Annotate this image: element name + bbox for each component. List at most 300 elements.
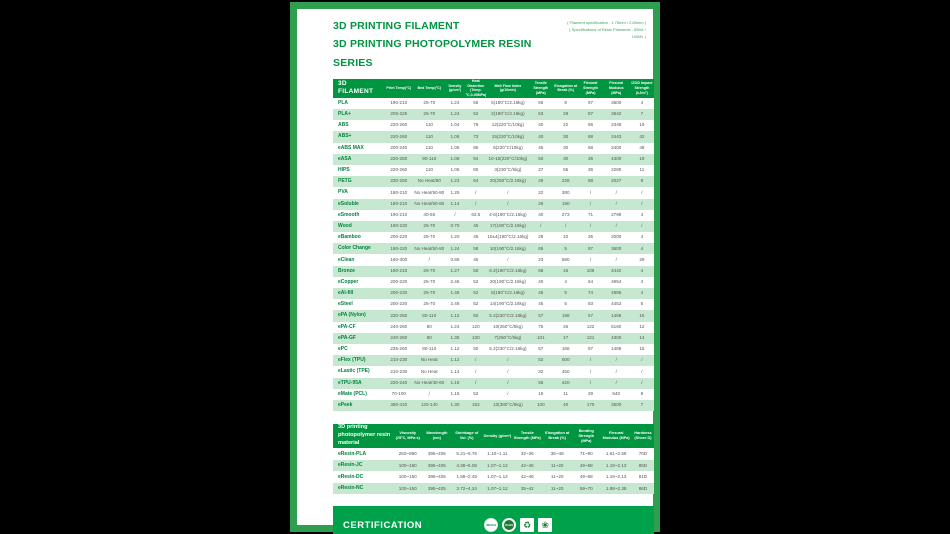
value-cell: 1.10~1.11 <box>487 451 508 457</box>
value-cell: 30 <box>563 144 569 150</box>
value-cell: 152 <box>471 402 480 408</box>
title-resin-series: 3D PRINTING PHOTOPOLYMER RESIN SERIES <box>333 38 532 69</box>
material-name-cell: HIPS <box>338 167 350 174</box>
value-cell: 7 <box>640 402 644 408</box>
value-cell: 5.21~5.76 <box>456 451 477 457</box>
value-cell: 5 <box>564 290 567 296</box>
value-cell: 2.46 <box>450 279 460 285</box>
value-cell: 8(190°C/2.16kg) <box>491 290 525 296</box>
value-cell: 110 <box>425 167 433 173</box>
value-cell: 45 <box>538 301 544 307</box>
value-cell: 2.46 <box>450 301 460 307</box>
value-cell: 180-210 <box>390 200 408 206</box>
value-cell: 190-210 <box>390 211 408 217</box>
material-name-cell: ePeek <box>338 401 353 408</box>
value-cell: 71 <box>587 211 594 217</box>
value-cell: / <box>589 357 592 363</box>
value-cell: 190-210 <box>390 267 408 273</box>
value-cell: 20(190°C/2.16kg) <box>489 279 526 285</box>
value-cell: 0.70 <box>450 223 460 229</box>
filament-table-header-row <box>333 79 654 98</box>
material-name-cell: Bronze <box>338 267 355 274</box>
value-cell: 5160 <box>611 323 622 329</box>
value-cell: 1.23 <box>450 178 460 184</box>
value-cell: 2280 <box>611 167 622 173</box>
material-name-cell: eSoluble <box>338 200 359 207</box>
rohs-badge-icon: RoHS <box>502 518 516 532</box>
value-cell: 7 <box>640 111 644 117</box>
value-cell: 64 <box>587 279 594 285</box>
value-cell: 12(220°C/10kg) <box>491 122 525 128</box>
column-header: Tensile Strength (MPa) <box>513 431 541 441</box>
value-cell: 395~405 <box>427 462 446 468</box>
value-cell: 2348 <box>611 122 622 128</box>
value-cell: / <box>641 189 643 195</box>
value-cell: 240-260 <box>390 335 408 341</box>
value-cell: 420 <box>561 379 570 385</box>
value-cell: 29 <box>563 111 569 117</box>
value-cell: No Heat/50-80 <box>414 189 445 195</box>
filament-table-title: 3D FILAMENT <box>338 80 374 96</box>
value-cell: 35 <box>587 234 594 240</box>
value-cell: / <box>507 357 509 363</box>
table-row <box>333 210 654 221</box>
value-cell: / <box>641 357 643 363</box>
material-name-cell: eMate (PCL) <box>338 390 367 397</box>
value-cell: 19 <box>639 156 645 162</box>
column-header: Bed Temp(°C) <box>417 86 442 91</box>
value-cell: / <box>615 368 617 374</box>
value-cell: 11~20 <box>550 474 564 480</box>
value-cell: 65 <box>538 245 544 251</box>
value-cell: / <box>615 357 617 363</box>
value-cell: 0.86 <box>450 256 460 262</box>
value-cell: 10(190°C/2.16kg) <box>489 245 526 251</box>
value-cell: 80 <box>473 167 479 173</box>
material-name-cell: eResin-NC <box>338 485 364 492</box>
value-cell: 25-70 <box>423 267 436 273</box>
value-cell: 83 <box>587 301 594 307</box>
value-cell: 63.5 <box>471 211 481 217</box>
value-cell: 45 <box>538 290 544 296</box>
value-cell: 15 <box>639 346 645 352</box>
value-cell: 50 <box>473 267 479 273</box>
value-cell: 1.35 <box>450 335 460 341</box>
table-row <box>333 199 654 210</box>
value-cell: / <box>428 256 430 262</box>
reach-badge-icon: REACH <box>484 518 498 532</box>
value-cell: 30 <box>563 133 569 139</box>
material-name-cell: ePC <box>338 346 348 353</box>
value-cell: 25-70 <box>423 279 436 285</box>
table-row <box>333 310 654 321</box>
value-cell: 200-220 <box>390 290 408 296</box>
value-cell: 52 <box>473 279 479 285</box>
value-cell: 11 <box>639 167 645 173</box>
material-name-cell: eCopper <box>338 278 359 285</box>
material-name-cell: ePA (Nylon) <box>338 312 366 319</box>
value-cell: 450 <box>561 368 570 374</box>
value-cell: / <box>615 379 617 385</box>
value-cell: 50 <box>473 346 479 352</box>
value-cell: 3500 <box>611 402 622 408</box>
value-cell: No Heat/50-80 <box>414 245 445 251</box>
value-cell: 97 <box>587 245 594 251</box>
value-cell: 64 <box>473 178 479 184</box>
value-cell: 10±4(190°C/2.16kg) <box>487 234 529 240</box>
table-row <box>333 400 654 411</box>
value-cell: 1.12 <box>450 346 460 352</box>
value-cell: 56 <box>473 100 479 106</box>
value-cell: 73 <box>473 133 479 139</box>
material-name-cell: eAl-fill <box>338 290 354 297</box>
table-row <box>333 165 654 176</box>
material-name-cell: Wood <box>338 222 352 229</box>
value-cell: 87 <box>587 111 594 117</box>
value-cell: 66 <box>587 122 594 128</box>
value-cell: 40 <box>538 133 544 139</box>
value-cell: 4985 <box>611 290 622 296</box>
material-name-cell: eResin-JC <box>338 462 363 469</box>
value-cell: 27 <box>538 167 544 173</box>
value-cell: 5.2(230°C/2.16kg) <box>489 312 527 318</box>
material-name-cell: eSteel <box>338 301 353 308</box>
value-cell: / <box>615 256 617 262</box>
material-name-cell: ABS <box>338 122 349 129</box>
column-header: Viscosity (25°C, MPa·s) <box>395 431 420 441</box>
spec-note-filament: ( Filament specification : 1.75mm / 2.85mm ) <box>567 20 646 25</box>
value-cell: / <box>589 379 592 385</box>
material-name-cell: eResin-PLA <box>338 450 367 457</box>
value-cell: 6(220°C/10kg) <box>493 144 523 150</box>
value-cell: 40-55 <box>423 211 436 217</box>
value-cell: 45 <box>538 144 544 150</box>
value-cell: 1.25 <box>450 189 460 195</box>
value-cell: 4954 <box>611 279 622 285</box>
value-cell: 500 <box>561 357 570 363</box>
material-name-cell: PETG <box>338 178 352 185</box>
value-cell: 230-250 <box>390 178 408 184</box>
recycle-seal-icon <box>520 518 534 532</box>
value-cell: 1486 <box>611 346 622 352</box>
value-cell: 57 <box>538 346 544 352</box>
value-cell: 121 <box>586 335 595 341</box>
value-cell: 1.12 <box>450 312 460 318</box>
table-row <box>333 266 654 277</box>
certification-bar <box>333 506 654 534</box>
table-row <box>333 243 654 254</box>
value-cell: 1.88~2.38 <box>605 485 627 491</box>
table-row <box>333 471 654 483</box>
value-cell: 94 <box>473 156 479 162</box>
value-cell: 49~58 <box>579 462 593 468</box>
value-cell: 7(250°C/5kg) <box>494 335 522 341</box>
value-cell: 80 <box>426 323 432 329</box>
value-cell: 55 <box>563 167 569 173</box>
value-cell: 12 <box>639 323 645 329</box>
table-row <box>333 143 654 154</box>
value-cell: 10-15(220°C/10kg) <box>488 156 528 162</box>
value-cell: 168 <box>561 346 570 352</box>
value-cell: 74 <box>587 290 594 296</box>
value-cell: 220-240 <box>390 379 408 385</box>
value-cell: 4 <box>640 211 644 217</box>
value-cell: 1.27 <box>450 267 460 273</box>
material-name-cell: eResin-DC <box>338 473 364 480</box>
value-cell: / <box>507 379 509 385</box>
value-cell: / <box>507 368 509 374</box>
value-cell: 1.05 <box>450 144 460 150</box>
value-cell: / <box>589 189 592 195</box>
column-header: Print Temp(°C) <box>386 86 412 91</box>
value-cell: 80-110 <box>422 312 437 318</box>
material-name-cell: ePA-GF <box>338 334 356 341</box>
value-cell: 11 <box>563 390 569 396</box>
value-cell: 1.08 <box>450 156 460 162</box>
value-cell: 540 <box>612 390 621 396</box>
value-cell: 100~150 <box>398 474 417 480</box>
value-cell: 1.20 <box>450 234 460 240</box>
value-cell: 19 <box>639 122 645 128</box>
value-cell: 32~36 <box>520 451 534 457</box>
value-cell: 14(190°C/2.16kg) <box>489 301 526 307</box>
value-cell: / <box>641 200 643 206</box>
value-cell: 4 <box>564 279 567 285</box>
value-cell: / <box>641 368 643 374</box>
value-cell: 36 <box>587 156 594 162</box>
table-row <box>333 333 654 344</box>
value-cell: 32 <box>538 368 544 374</box>
value-cell: 52 <box>538 357 544 363</box>
value-cell: 11~20 <box>550 462 564 468</box>
table-row <box>333 109 654 120</box>
value-cell: / <box>475 379 477 385</box>
value-cell: 210-230 <box>390 368 408 374</box>
material-name-cell: eLastic (TPE) <box>338 368 370 375</box>
value-cell: 220-260 <box>390 133 408 139</box>
column-header: Elongation at Break (%) <box>545 431 570 441</box>
value-cell: 4300 <box>611 335 622 341</box>
table-row <box>333 366 654 377</box>
value-cell: 4 <box>640 100 644 106</box>
value-cell: / <box>615 189 617 195</box>
material-name-cell: eFlex (TPU) <box>338 357 366 364</box>
spec-note-resin: ( Specifications of Resin Filaments : 50ML / 100ML ) <box>569 26 646 39</box>
value-cell: 3.72~4.24 <box>456 485 477 491</box>
column-header: Density (g/cm³) <box>483 433 512 438</box>
material-name-cell: eABS MAX <box>338 144 364 151</box>
value-cell: 4 <box>640 234 644 240</box>
value-cell: No Heat <box>420 357 438 363</box>
value-cell: 2799 <box>611 211 622 217</box>
value-cell: 190-220 <box>390 223 408 229</box>
value-cell: 52 <box>473 290 479 296</box>
material-name-cell: ABS+ <box>338 133 352 140</box>
value-cell: 1.12 <box>450 357 460 363</box>
value-cell: 190-210 <box>390 100 408 106</box>
value-cell: 230-260 <box>390 312 408 318</box>
value-cell: 110 <box>425 122 433 128</box>
value-cell: 273 <box>561 211 570 217</box>
value-cell: 1.46 <box>450 290 460 296</box>
value-cell: 42~46 <box>520 474 534 480</box>
value-cell: 2000 <box>611 234 622 240</box>
value-cell: 57 <box>587 346 594 352</box>
value-cell: 1.14 <box>450 368 460 374</box>
value-cell: 58 <box>473 245 479 251</box>
value-cell: 1.24 <box>450 100 460 106</box>
value-cell: 85D <box>638 462 648 468</box>
value-cell: 80-110 <box>422 346 437 352</box>
value-cell: 25-70 <box>423 301 436 307</box>
value-cell: 220-260 <box>390 167 408 173</box>
value-cell: 17(190°C/2.16kg) <box>489 223 526 229</box>
value-cell: 42~46 <box>520 462 534 468</box>
value-cell: 110 <box>425 144 433 150</box>
value-cell: 2400 <box>611 144 622 150</box>
value-cell: / <box>589 223 592 229</box>
value-cell: 220-260 <box>390 122 408 128</box>
table-row <box>333 389 654 400</box>
table-row <box>333 355 654 366</box>
material-name-cell: PLA <box>338 99 348 106</box>
value-cell: 1.24 <box>450 323 460 329</box>
value-cell: 22 <box>538 189 544 195</box>
value-cell: 200-220 <box>390 279 408 285</box>
value-cell: 45 <box>473 234 479 240</box>
value-cell: 65 <box>538 100 544 106</box>
table-row <box>333 254 654 265</box>
value-cell: / <box>615 200 617 206</box>
value-cell: 190-220 <box>390 245 408 251</box>
value-cell: 55 <box>538 379 544 385</box>
column-header: Elongation at Break (%) <box>554 83 578 93</box>
value-cell: 100~150 <box>398 485 417 491</box>
value-cell: 22 <box>563 122 569 128</box>
value-cell: 17 <box>563 335 569 341</box>
material-name-cell: eTPU-95A <box>338 379 362 386</box>
value-cell: 1.61~2.58 <box>605 451 627 457</box>
value-cell: 4452 <box>611 301 622 307</box>
value-cell: 40 <box>538 211 544 217</box>
value-cell: 130 <box>471 335 480 341</box>
value-cell: 45 <box>473 256 479 262</box>
value-cell: / <box>428 390 430 396</box>
value-cell: / <box>641 379 643 385</box>
value-cell: 1.24 <box>450 245 460 251</box>
column-header: Wavelength (nm) <box>426 431 448 441</box>
value-cell: 36 <box>587 167 594 173</box>
value-cell: 235-260 <box>390 346 408 352</box>
value-cell: 5 <box>564 301 567 307</box>
value-cell: 2443 <box>611 133 622 139</box>
value-cell: 380-410 <box>390 402 408 408</box>
value-cell: 1.15 <box>450 379 460 385</box>
value-cell: 205-225 <box>390 111 408 117</box>
value-cell: 1.04 <box>450 122 460 128</box>
table-row <box>333 120 654 131</box>
value-cell: 580 <box>561 256 570 262</box>
value-cell: 2(190°C/2.16kg) <box>491 111 525 117</box>
material-name-cell: Color Change <box>338 245 371 252</box>
value-cell: 49~58 <box>579 474 593 480</box>
value-cell: 26 <box>538 200 544 206</box>
value-cell: 122 <box>586 323 595 329</box>
value-cell: 101 <box>536 335 545 341</box>
column-header: Heat Distortion (Temp.°C,0.45MPa) <box>465 79 487 98</box>
value-cell: 50 <box>538 156 544 162</box>
value-cell: / <box>589 368 592 374</box>
filament-table <box>333 79 654 411</box>
value-cell: 68 <box>587 133 594 139</box>
column-header: Tensile Strength (MPa) <box>533 81 549 95</box>
value-cell: 1.07~1.12 <box>487 485 508 491</box>
table-row <box>333 277 654 288</box>
value-cell: / <box>615 223 617 229</box>
value-cell: / <box>507 390 509 396</box>
value-cell: 180-210 <box>390 189 408 195</box>
column-header: Density (g/cm³) <box>448 83 462 93</box>
value-cell: 160-300 <box>390 256 408 262</box>
value-cell: 29 <box>639 256 645 262</box>
value-cell: 3600 <box>611 100 622 106</box>
value-cell: 120 <box>471 323 480 329</box>
value-cell: 395~405 <box>427 485 446 491</box>
table-row <box>333 98 654 109</box>
value-cell: 63 <box>538 111 544 117</box>
value-cell: 10 <box>563 234 569 240</box>
value-cell: / <box>507 200 509 206</box>
value-cell: 52 <box>473 111 479 117</box>
value-cell: 110 <box>425 133 433 139</box>
value-cell: 1.06 <box>450 133 460 139</box>
value-cell: 97 <box>587 100 594 106</box>
value-cell: 100~150 <box>398 462 417 468</box>
value-cell: / <box>475 357 477 363</box>
value-cell: / <box>589 256 592 262</box>
value-cell: 1.24 <box>450 111 460 117</box>
value-cell: 4 <box>640 245 644 251</box>
value-cell: 1.19~2.13 <box>605 474 627 480</box>
column-header: IZOD Impact Strength (kJ/m²) <box>631 81 653 95</box>
value-cell: 10(250°C/5kg) <box>493 323 523 329</box>
value-cell: 5.2(230°C/2.16kg) <box>489 346 527 352</box>
value-cell: 26 <box>563 323 569 329</box>
value-cell: 10(380°C/5kg) <box>493 402 523 408</box>
table-row <box>333 448 654 460</box>
value-cell: 5(190°C/2.16kg) <box>491 100 525 106</box>
value-cell: 25-70 <box>423 290 436 296</box>
value-cell: 35~42 <box>520 485 534 491</box>
value-cell: 40 <box>563 402 569 408</box>
value-cell: 59~70 <box>579 485 593 491</box>
value-cell: 52 <box>473 301 479 307</box>
value-cell: 28 <box>538 234 544 240</box>
value-cell: 4.38~5.08 <box>456 462 477 468</box>
certification-badges <box>484 518 552 532</box>
value-cell: 1.05 <box>450 167 460 173</box>
table-row <box>333 176 654 187</box>
title-filament: 3D PRINTING FILAMENT <box>333 20 460 32</box>
value-cell: 395~405 <box>427 474 446 480</box>
value-cell: 228 <box>561 178 570 184</box>
certification-label: CERTIFICATION <box>343 519 423 531</box>
value-cell: 11~20 <box>550 485 564 491</box>
column-header: Flexural Modulus (MPa) <box>608 81 624 95</box>
value-cell: 106 <box>586 267 595 273</box>
table-row <box>333 344 654 355</box>
value-cell: 70-100 <box>391 390 406 396</box>
